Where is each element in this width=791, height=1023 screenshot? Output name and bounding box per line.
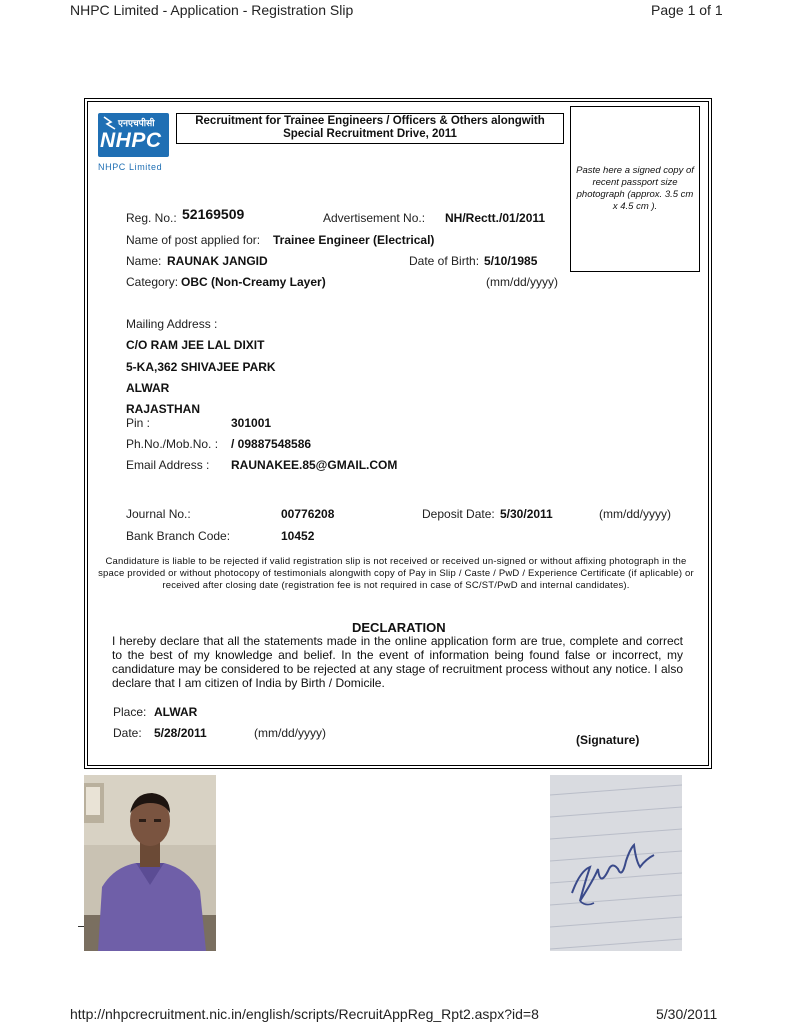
post-label: Name of post applied for: bbox=[126, 233, 261, 247]
declaration-text: I hereby declare that all the statements made in the online application form are true, complete and correct to the best of my knowledge and belief. In the event of information being found false or incorrect, my candidature may be considered to be rejected at any stage of recruitment process without any notice. I also declare that I am citizen of India by Birth / Domicile. bbox=[112, 634, 683, 690]
rejection-notice: Candidature is liable to be rejected if valid registration slip is not received or received un-signed or without affixing photograph in the space provided or without photocopy of testimonials alongwith copy of Pay in Slip / Caste / PwD / Experience Certificate (if aplicable) or received after closing date (registration fee is not required in case of SC/ST/PwD and internal candidates). bbox=[98, 556, 694, 591]
address-line-2: 5-KA,362 SHIVAJEE PARK bbox=[126, 360, 276, 374]
post-value: Trainee Engineer (Electrical) bbox=[273, 233, 435, 247]
journal-value: 00776208 bbox=[281, 507, 335, 521]
footer-date: 5/30/2011 bbox=[656, 1006, 718, 1022]
date-label: Date: bbox=[113, 726, 142, 740]
crop-mark bbox=[78, 926, 84, 927]
company-name: NHPC Limited bbox=[98, 162, 163, 172]
applicant-photo bbox=[84, 775, 216, 951]
photo-paste-box bbox=[570, 106, 700, 272]
address-line-4: RAJASTHAN bbox=[126, 402, 201, 416]
email-label: Email Address : bbox=[126, 458, 210, 472]
deposit-date-value: 5/30/2011 bbox=[500, 507, 553, 521]
place-value: ALWAR bbox=[154, 705, 198, 719]
advertisement-value: NH/Rectt./01/2011 bbox=[445, 211, 546, 225]
category-label: Category: bbox=[126, 275, 179, 289]
address-line-3: ALWAR bbox=[126, 381, 170, 395]
name-value: RAUNAK JANGID bbox=[167, 254, 268, 268]
branch-code-label: Bank Branch Code: bbox=[126, 529, 231, 543]
signature-label: (Signature) bbox=[576, 733, 640, 747]
dob-label: Date of Birth: bbox=[409, 254, 480, 268]
print-page-title: NHPC Limited - Application - Registration Slip bbox=[70, 2, 354, 18]
branch-code-value: 10452 bbox=[281, 529, 315, 543]
signature-image bbox=[550, 775, 682, 951]
place-label: Place: bbox=[113, 705, 147, 719]
page-indicator: Page 1 of 1 bbox=[651, 2, 723, 18]
logo-text: NHPC bbox=[100, 129, 162, 152]
journal-label: Journal No.: bbox=[126, 507, 191, 521]
category-value: OBC (Non-Creamy Layer) bbox=[181, 275, 326, 289]
photo-instruction: Paste here a signed copy of recent passport size photograph (approx. 3.5 cm x 4.5 cm ). bbox=[576, 165, 694, 212]
reg-no-value: 52169509 bbox=[182, 206, 245, 222]
declaration-title: DECLARATION bbox=[352, 620, 446, 635]
advertisement-label: Advertisement No.: bbox=[323, 211, 426, 225]
email-value: RAUNAKEE.85@GMAIL.COM bbox=[231, 458, 398, 472]
pin-label: Pin : bbox=[126, 416, 151, 430]
deposit-date-label: Deposit Date: bbox=[422, 507, 495, 521]
nhpc-logo bbox=[98, 113, 169, 157]
phone-value: / 09887548586 bbox=[231, 437, 312, 451]
dob-format: (mm/dd/yyyy) bbox=[486, 275, 558, 289]
form-title-line2: Special Recruitment Drive, 2011 bbox=[283, 128, 457, 140]
form-title bbox=[176, 113, 564, 144]
phone-label: Ph.No./Mob.No. : bbox=[126, 437, 219, 451]
name-label: Name: bbox=[126, 254, 162, 268]
reg-no-label: Reg. No.: bbox=[126, 211, 177, 225]
dob-value: 5/10/1985 bbox=[484, 254, 538, 268]
deposit-date-format: (mm/dd/yyyy) bbox=[599, 507, 671, 521]
mailing-address-label: Mailing Address : bbox=[126, 317, 218, 331]
date-value: 5/28/2011 bbox=[154, 726, 207, 740]
pin-value: 301001 bbox=[231, 416, 272, 430]
logo-hindi-text: एनएचपीसी bbox=[118, 118, 155, 128]
form-title-line1: Recruitment for Trainee Engineers / Officers & Others alongwith bbox=[195, 115, 545, 127]
footer-url: http://nhpcrecruitment.nic.in/english/scripts/RecruitAppReg_Rpt2.aspx?id=8 bbox=[70, 1006, 539, 1022]
date-format: (mm/dd/yyyy) bbox=[254, 726, 326, 740]
address-line-1: C/O RAM JEE LAL DIXIT bbox=[126, 338, 265, 352]
